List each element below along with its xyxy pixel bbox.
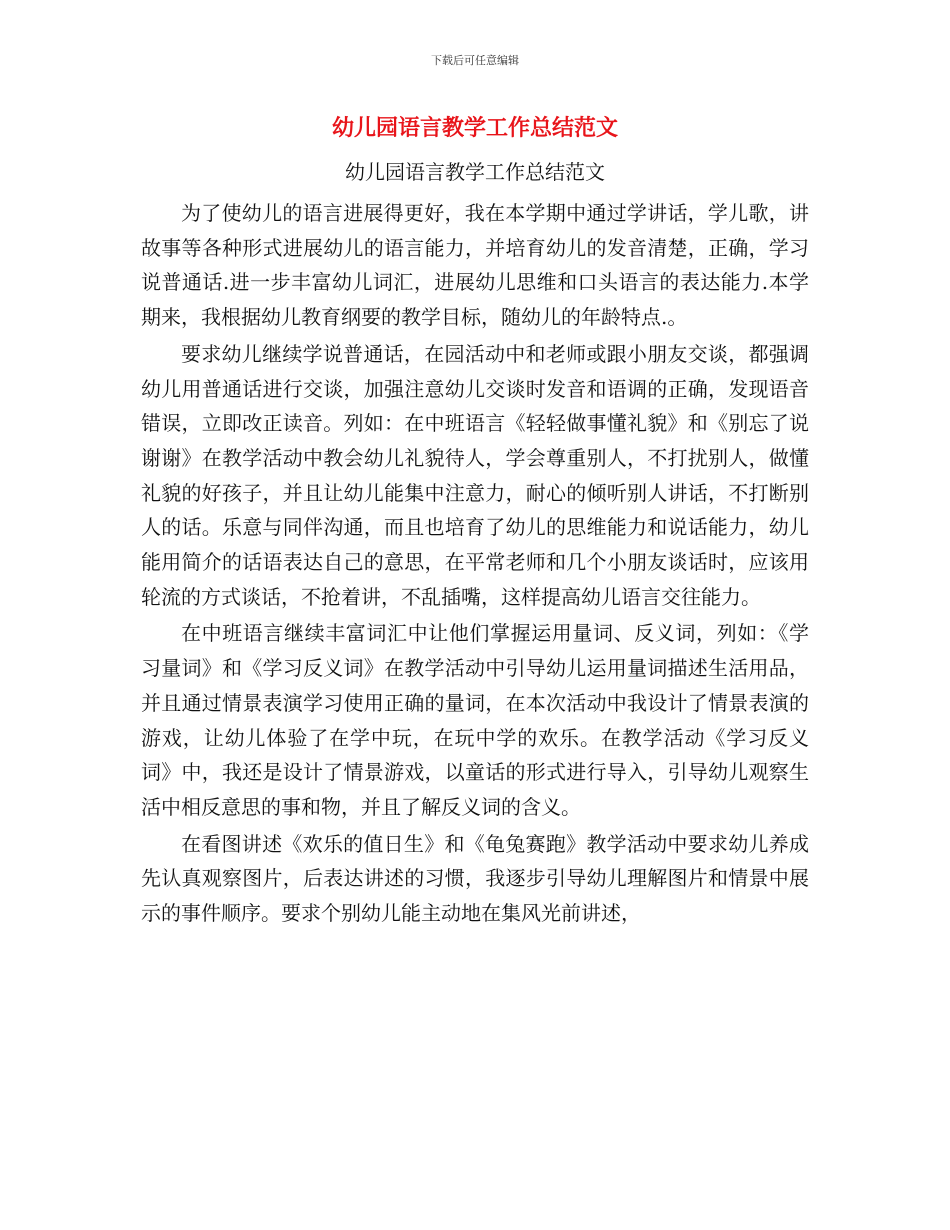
body-paragraph-2: 要求幼儿继续学说普通话，在园活动中和老师或跟小朋友交谈，都强调幼儿用普通话进行交谈，加强注意幼儿交谈时发音和语调的正确，发现语音错误，立即改正读音。列如：在中班语言《轻轻做事懂礼貌》和《别忘了说谢谢》在教学活动中教会幼儿礼貌待人，学会尊重别人，不打扰别人，做懂礼貌的好孩子，并且让幼儿能集中注意力，耐心的倾听别人讲话，不打断别人的话。乐意与同伴沟通，而且也培育了幼儿的思维能力和说话能力，幼儿能用简介的话语表达自己的意思，在平常老师和几个小朋友谈话时，应该用轮流的方式谈话，不抢着讲，不乱插嘴，这样提高幼儿语言交往能力。 (141, 341, 809, 609)
document-title: 幼儿园语言教学工作总结范文 (331, 115, 618, 141)
document-subtitle: 幼儿园语言教学工作总结范文 (345, 160, 605, 184)
body-paragraph-4: 在看图讲述《欢乐的值日生》和《龟兔赛跑》教学活动中要求幼儿养成先认真观察图片，后表达讲述的习惯，我逐步引导幼儿理解图片和情景中展示的事件顺序。要求个别幼儿能主动地在集风光前讲述， (141, 831, 809, 926)
body-paragraph-3: 在中班语言继续丰富词汇中让他们掌握运用量词、反义词，列如：《学习量词》和《学习反义词》在教学活动中引导幼儿运用量词描述生活用品，并且通过情景表演学习使用正确的量词，在本次活动中我设计了情景表演的游戏，让幼儿体验了在学中玩，在玩中学的欢乐。在教学活动《学习反义词》中，我还是设计了情景游戏，以童话的形式进行导入，引导幼儿观察生活中相反意思的事和物，并且了解反义词的含义。 (141, 621, 809, 819)
document-body (141, 196, 809, 933)
body-paragraph-1: 为了使幼儿的语言进展得更好，我在本学期中通过学讲话，学儿歌，讲故事等各种形式进展幼儿的语言能力，并培育幼儿的发音清楚，正确，学习说普通话.进一步丰富幼儿词汇，进展幼儿思维和口头语言的表达能力.本学期来，我根据幼儿教育纲要的教学目标，随幼儿的年龄特点.。 (141, 201, 809, 330)
header-note: 下载后可任意编辑 (431, 54, 519, 67)
